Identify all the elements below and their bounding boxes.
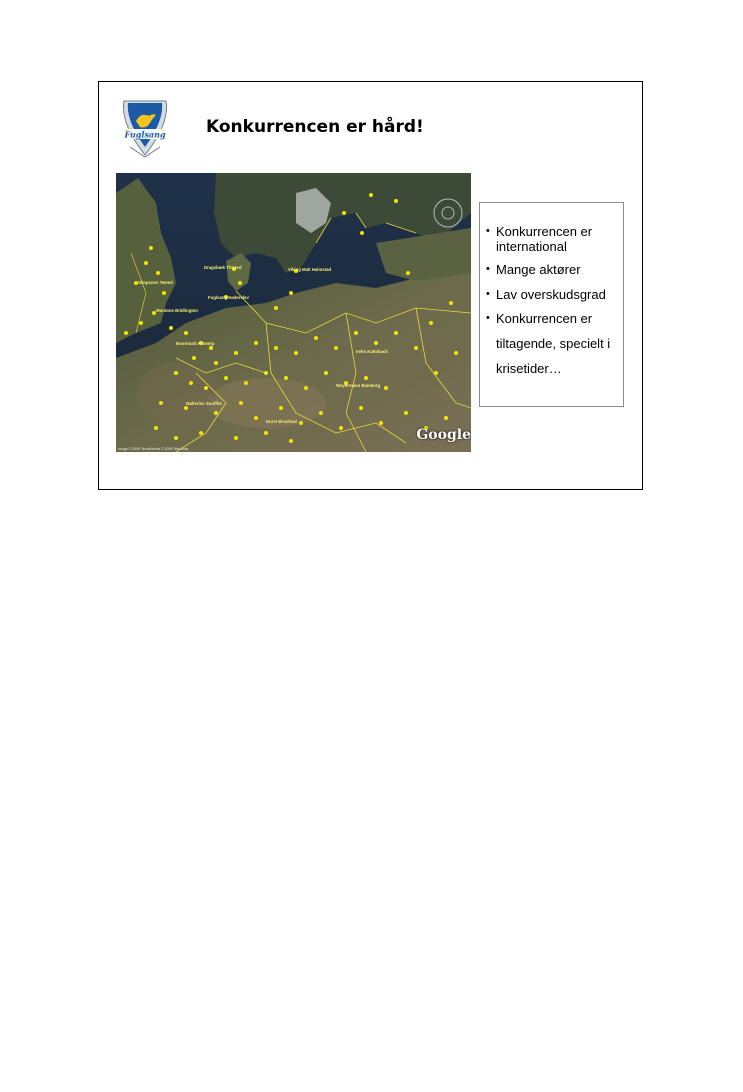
bullet-text: Konkurrencen er international xyxy=(496,224,593,254)
map-label: Durst Bruchsal xyxy=(266,419,297,424)
map-label: Boortmalt Antwerp xyxy=(176,341,215,346)
bullet-dot: • xyxy=(486,225,490,237)
bullet-item xyxy=(486,287,622,302)
map-label: Simpsons Tweed xyxy=(138,280,173,285)
bullet-continuation xyxy=(486,361,622,376)
satellite-map xyxy=(116,173,471,452)
map-label: Dragsbæk Thisted xyxy=(204,265,242,270)
bullet-dot: • xyxy=(486,263,490,275)
logo-text: Fuglsang xyxy=(124,129,166,140)
bullet-item xyxy=(486,311,622,326)
map-label: Ireks Kulmbach xyxy=(356,349,389,354)
map-label: Weyermann Bamberg xyxy=(336,383,381,388)
map-label: Viking Malt Halmstad xyxy=(288,267,332,272)
fuglsang-logo xyxy=(118,97,172,161)
map-label: Muntons Bridlington xyxy=(156,308,199,313)
bullet-item xyxy=(486,262,622,277)
slide xyxy=(98,81,643,490)
bullet-continuation xyxy=(486,336,622,351)
map-copyright: Image © 2009 TerraMetrics © 2009 Tele Atlas xyxy=(118,447,189,451)
bullet-dot: • xyxy=(486,288,490,300)
slide-title: Konkurrencen er hård! xyxy=(206,117,424,137)
bullet-text: Konkurrencen er xyxy=(496,311,593,326)
map-label: Fuglsang Haderslev xyxy=(208,295,249,300)
bullet-box xyxy=(479,202,624,407)
map-label: Malteries Soufflet xyxy=(186,401,222,406)
bullet-text: tiltagende, specielt i xyxy=(496,336,611,351)
bullet-text: krisetider… xyxy=(496,361,562,376)
bullet-text: Mange aktører xyxy=(496,262,581,277)
bullet-text: Lav overskudsgrad xyxy=(496,287,606,302)
bullet-dot: • xyxy=(486,312,490,324)
bullet-item xyxy=(486,224,622,254)
google-watermark: Google xyxy=(416,427,471,443)
